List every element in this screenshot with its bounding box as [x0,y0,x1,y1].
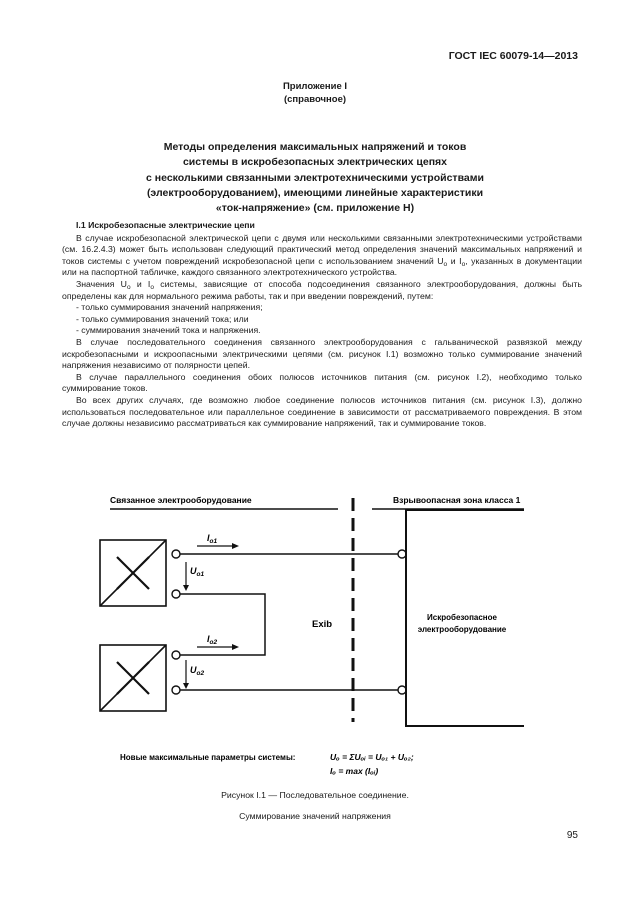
paragraph-4: В случае параллельного соединения обоих полюсов источников питания (см. рисунок I.2), необходимо только суммирование токов. [62,371,582,394]
annex-heading [0,80,630,106]
title-line: Методы определения максимальных напряжений и токов [163,141,467,153]
voltage-formula: Uₒ = ΣUₒᵢ = Uₒ₁ + Uₒ₂; [330,752,414,762]
terminal [398,550,406,558]
section-body [62,220,582,430]
terminal [172,550,180,558]
series-link-wire [180,594,265,655]
series-connection-diagram [0,490,630,780]
paragraph-5: Во всех других случаях, где возможно любое соединение полюсов источников питания (см. рисунок I.3), должно использоваться последовательное или параллельное соединение в зависимости от рассматриваемого повреждения. В этом случае должны независимо рассматриваться как суммирование напряжений, так и суммирование токов. [62,394,582,429]
list-item: - суммирования значений тока и напряжения. [76,325,261,336]
annex-name: Приложение I [282,81,348,92]
title-line: (электрооборудованием), имеющими линейные характеристики [146,186,484,199]
current-formula: Iₒ = max (Iₒᵢ) [330,766,379,776]
terminal [172,686,180,694]
annex-title [0,140,630,216]
voltage-label-2: $U_{o2}$ [190,665,205,677]
title-line: «ток-напряжение» (см. приложение Н) [215,202,415,215]
title-line: с несколькими связанными электротехническими устройствами [146,171,484,184]
section-heading: I.1 Искробезопасные электрические цепи [76,220,255,230]
current-label-1: $I_{o1}$ [207,533,218,545]
terminal [172,590,180,598]
exib-label: Exib [312,619,333,630]
terminal [398,686,406,694]
device-label-line-2: электрооборудование [417,625,507,634]
current-label-2: $I_{o2}$ [207,634,218,646]
list-item: - только суммирования значений напряжения; [76,302,263,313]
page-number: 95 [566,830,578,841]
paragraph-3: В случае последовательного соединения связанного электрооборудования с гальванической развязкой между искробезопасными и искроопасными электрическими цепями (см. рисунок I.1) возможно только суммирование значений напряжения независимо от полярности цепей. [62,336,582,371]
figure-caption-line-2: Суммирование значений напряжения [239,811,391,821]
paragraph-1: В случае искробезопасной электрической цепи с двумя или несколькими связанными электротехническими устройствами (см. 16.2.4.3) может быть использован следующий практический метод определения значений максимальных напряжений и токов системы с учетом повреждений искробезопасной цепи с использованием значений $U_o$ и $I_o$, указанных в документации или на паспортной табличке, каждого связанного электротехнического устройства. [62,232,582,278]
title-line: системы в искробезопасных электрических цепях [182,156,448,169]
hazard-zone-label: Взрывоопасная зона класса 1 [393,495,521,505]
voltage-label-1: $U_{o1}$ [190,566,205,578]
paragraph-2: Значения $U_o$ и $I_o$ системы, зависящие от способа подсоединения связанного электрооборудования, должны быть определены как для нормального режима работы, так и при введении повреждений, путем: [62,278,582,301]
figure-caption-line-1: Рисунок I.1 — Последовательное соединение. [221,790,409,800]
standard-header: ГОСТ IEC 60079-14—2013 [448,50,578,62]
terminal [172,651,180,659]
list-item: - только суммирования значений тока; или [76,313,249,324]
associated-equipment-label: Связанное электрооборудование [110,495,252,505]
annex-kind: (справочное) [283,94,347,105]
system-params-label: Новые максимальные параметры системы: [120,753,296,762]
device-label-line-1: Искробезопасное [427,613,497,622]
